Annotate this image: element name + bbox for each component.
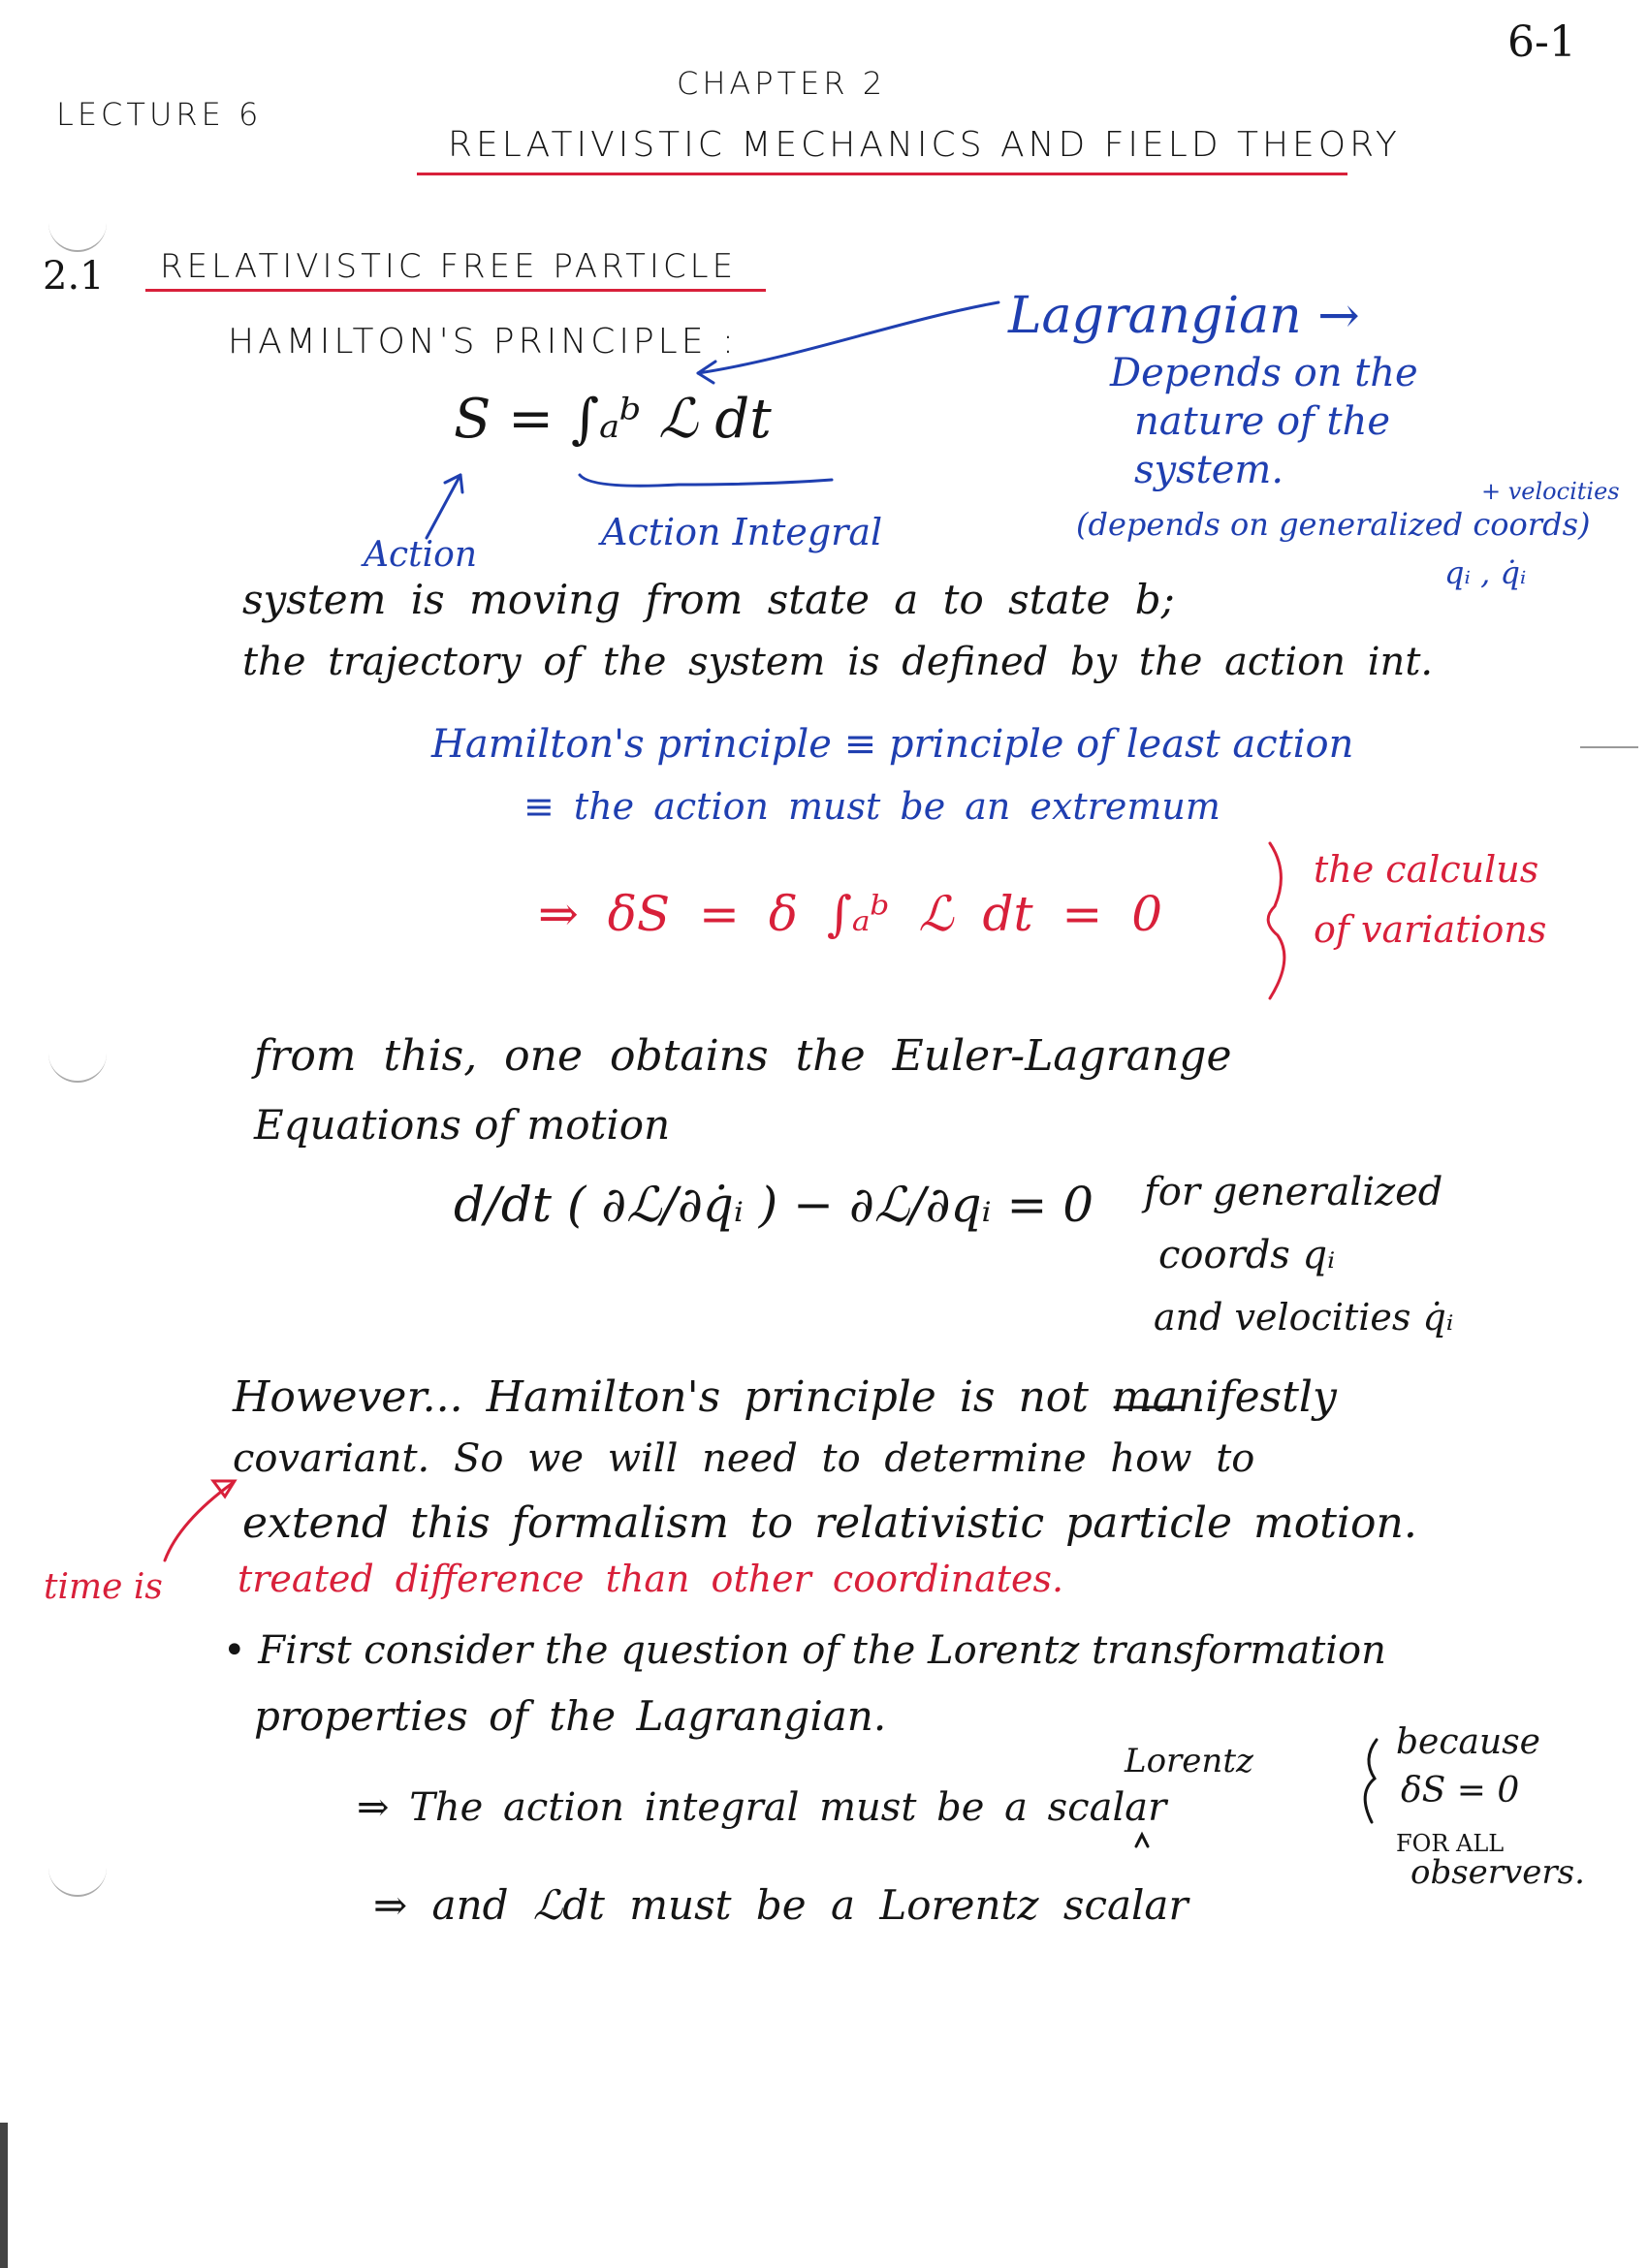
page-number: 6-1 xyxy=(1507,17,1576,67)
time-note-b: treated difference than other coordinates. xyxy=(238,1558,1064,1600)
chapter-title: RELATIVISTIC MECHANICS AND FIELD THEORY xyxy=(448,125,1401,165)
lagrangian-velocities: + velocities xyxy=(1481,478,1620,505)
because-brace xyxy=(1365,1740,1377,1822)
time-note-a: time is xyxy=(44,1567,163,1607)
calculus-line-1: the calculus xyxy=(1314,848,1539,891)
action-integral-bracket xyxy=(580,475,832,486)
chapter-label: CHAPTER 2 xyxy=(677,65,887,102)
lagrangian-desc-1: Depends on the xyxy=(1110,351,1418,395)
euler-line-2: Equations of motion xyxy=(254,1101,671,1149)
principle-line-2: ≡ the action must be an extremum xyxy=(523,785,1220,828)
lagrangian-label: Lagrangian → xyxy=(1008,287,1360,345)
however-line-3: extend this formalism to relativistic particle motion. xyxy=(242,1498,1417,1548)
first-line-1: • First consider the question of the Lorentz transformation xyxy=(223,1628,1386,1673)
lagrangian-desc-3: system. xyxy=(1134,448,1284,492)
generalized-line-1: for generalized xyxy=(1144,1170,1443,1214)
ldt-line: ⇒ and ℒdt must be a Lorentz scalar xyxy=(373,1881,1188,1929)
lorentz-insert: Lorentz xyxy=(1125,1742,1253,1780)
generalized-line-3: and velocities q̇ᵢ xyxy=(1154,1296,1454,1339)
insert-caret xyxy=(1136,1835,1148,1846)
action-scalar-line: ⇒ The action integral must be a scalar xyxy=(357,1785,1167,1830)
section-number: 2.1 xyxy=(43,254,105,299)
lagrangian-arrow xyxy=(698,302,998,373)
however-line-2: covariant. So we will need to determine how to xyxy=(233,1436,1255,1481)
calculus-line-2: of variations xyxy=(1314,908,1547,951)
action-arrow xyxy=(427,475,460,538)
lecture-label: LECTURE 6 xyxy=(56,96,263,133)
lagrangian-q: qᵢ , q̇ᵢ xyxy=(1444,554,1527,591)
because-line-4: observers. xyxy=(1410,1853,1585,1892)
lagrangian-desc-2: nature of the xyxy=(1134,399,1391,444)
euler-line-1: from this, one obtains the Euler-Lagrange xyxy=(254,1031,1232,1081)
however-line-1: However... Hamilton's principle is not manifestly xyxy=(233,1372,1337,1422)
action-label: Action xyxy=(364,535,477,575)
variation-equation: ⇒ δS = δ ∫ₐᵇ ℒ dt = 0 xyxy=(538,886,1163,942)
because-line-2: δS = 0 xyxy=(1401,1771,1520,1811)
principle-line-1: Hamilton's principle ≡ principle of least action xyxy=(431,722,1354,767)
first-line-2: properties of the Lagrangian. xyxy=(254,1692,887,1740)
action-integral-label: Action Integral xyxy=(601,511,883,553)
action-equation: S = ∫ₐᵇ ℒ dt xyxy=(454,388,772,451)
because-line-3: FOR ALL xyxy=(1396,1830,1505,1857)
calculus-brace xyxy=(1268,843,1284,998)
section-title: RELATIVISTIC FREE PARTICLE xyxy=(160,247,738,286)
generalized-line-2: coords qᵢ xyxy=(1158,1233,1336,1277)
hamilton-heading: HAMILTON'S PRINCIPLE : xyxy=(228,322,739,362)
euler-lagrange-equation: d/dt ( ∂ℒ/∂q̇ᵢ ) − ∂ℒ/∂qᵢ = 0 xyxy=(454,1177,1094,1233)
lagrangian-depends: (depends on generalized coords) xyxy=(1076,506,1591,543)
because-line-1: because xyxy=(1396,1722,1540,1762)
system-line-2: the trajectory of the system is defined by the action int. xyxy=(242,640,1434,684)
system-line-1: system is moving from state a to state b; xyxy=(242,576,1175,623)
